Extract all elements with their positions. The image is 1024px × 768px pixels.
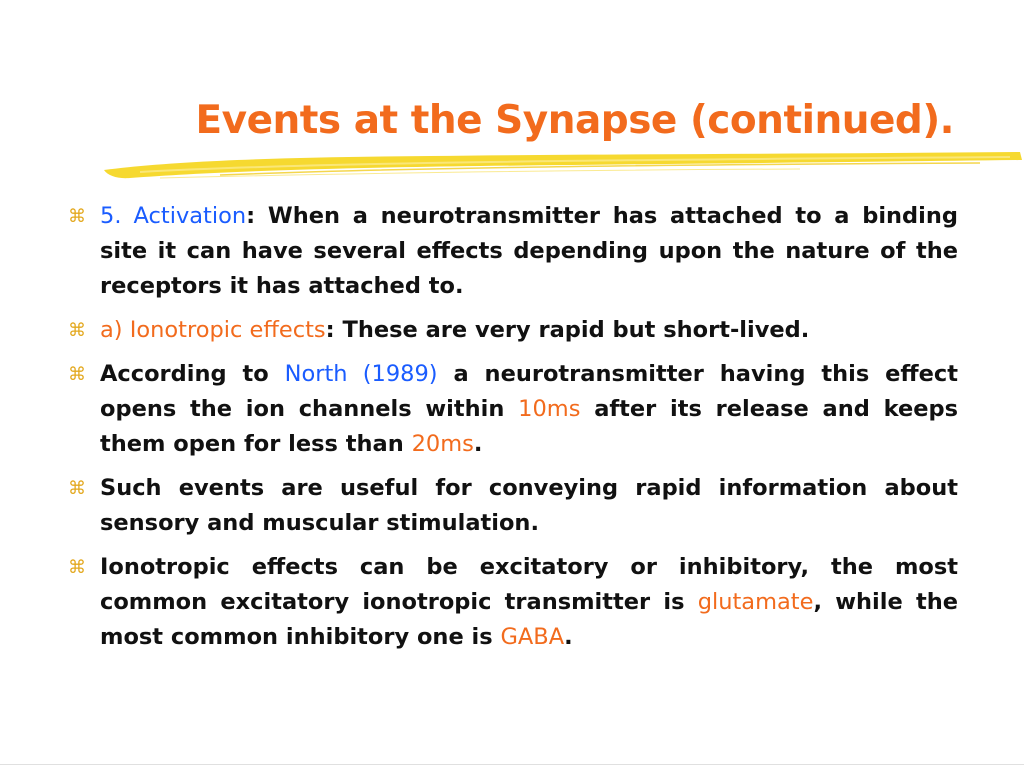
excitatory-text-mid: , while the most common inhibitory one is bbox=[100, 589, 958, 650]
north-citation: North (1989) bbox=[284, 361, 438, 387]
bullet-rapid-info bbox=[68, 471, 958, 541]
bullet-ionotropic bbox=[68, 313, 958, 348]
command-key-icon: ⌘ bbox=[68, 320, 86, 341]
activation-text: : When a neurotransmitter has attached to a binding site it can have several effects depending upon the nature of the receptors it has attached to. bbox=[100, 203, 959, 299]
excitatory-text-end: . bbox=[564, 624, 573, 650]
command-key-icon: ⌘ bbox=[68, 478, 86, 499]
north-text-start: According to bbox=[100, 361, 285, 387]
title-underline-brushstroke bbox=[100, 148, 1024, 188]
north-text-end: . bbox=[473, 431, 483, 457]
open-time-value: 10ms bbox=[518, 396, 581, 422]
close-time-value: 20ms bbox=[411, 431, 474, 457]
bullet-north-citation bbox=[68, 357, 958, 462]
bullet-activation bbox=[68, 199, 958, 304]
activation-heading: 5. Activation bbox=[100, 203, 247, 229]
footer-divider bbox=[0, 764, 1024, 765]
bullet-list bbox=[68, 199, 958, 664]
ionotropic-text: : These are very rapid but short-lived. bbox=[325, 317, 810, 343]
gaba-term: GABA bbox=[500, 624, 565, 650]
command-key-icon: ⌘ bbox=[68, 557, 86, 578]
glutamate-term: glutamate bbox=[697, 589, 814, 615]
command-key-icon: ⌘ bbox=[68, 206, 86, 227]
north-text-mid2: after its release and keeps them open for less than bbox=[100, 396, 958, 457]
north-text-mid: a neurotransmitter having this effect opens the ion channels within bbox=[100, 361, 959, 422]
command-key-icon: ⌘ bbox=[68, 364, 86, 385]
ionotropic-heading: a) Ionotropic effects bbox=[100, 317, 326, 343]
slide-title: Events at the Synapse (continued). bbox=[195, 98, 954, 143]
bullet-excitatory-inhibitory bbox=[68, 550, 958, 655]
excitatory-text-start: Ionotropic effects can be excitatory or inhibitory, the most common excitatory ionotropic transmitter is bbox=[100, 554, 958, 615]
rapid-info-text: Such events are useful for conveying rapid information about sensory and muscular stimulation. bbox=[100, 475, 958, 536]
